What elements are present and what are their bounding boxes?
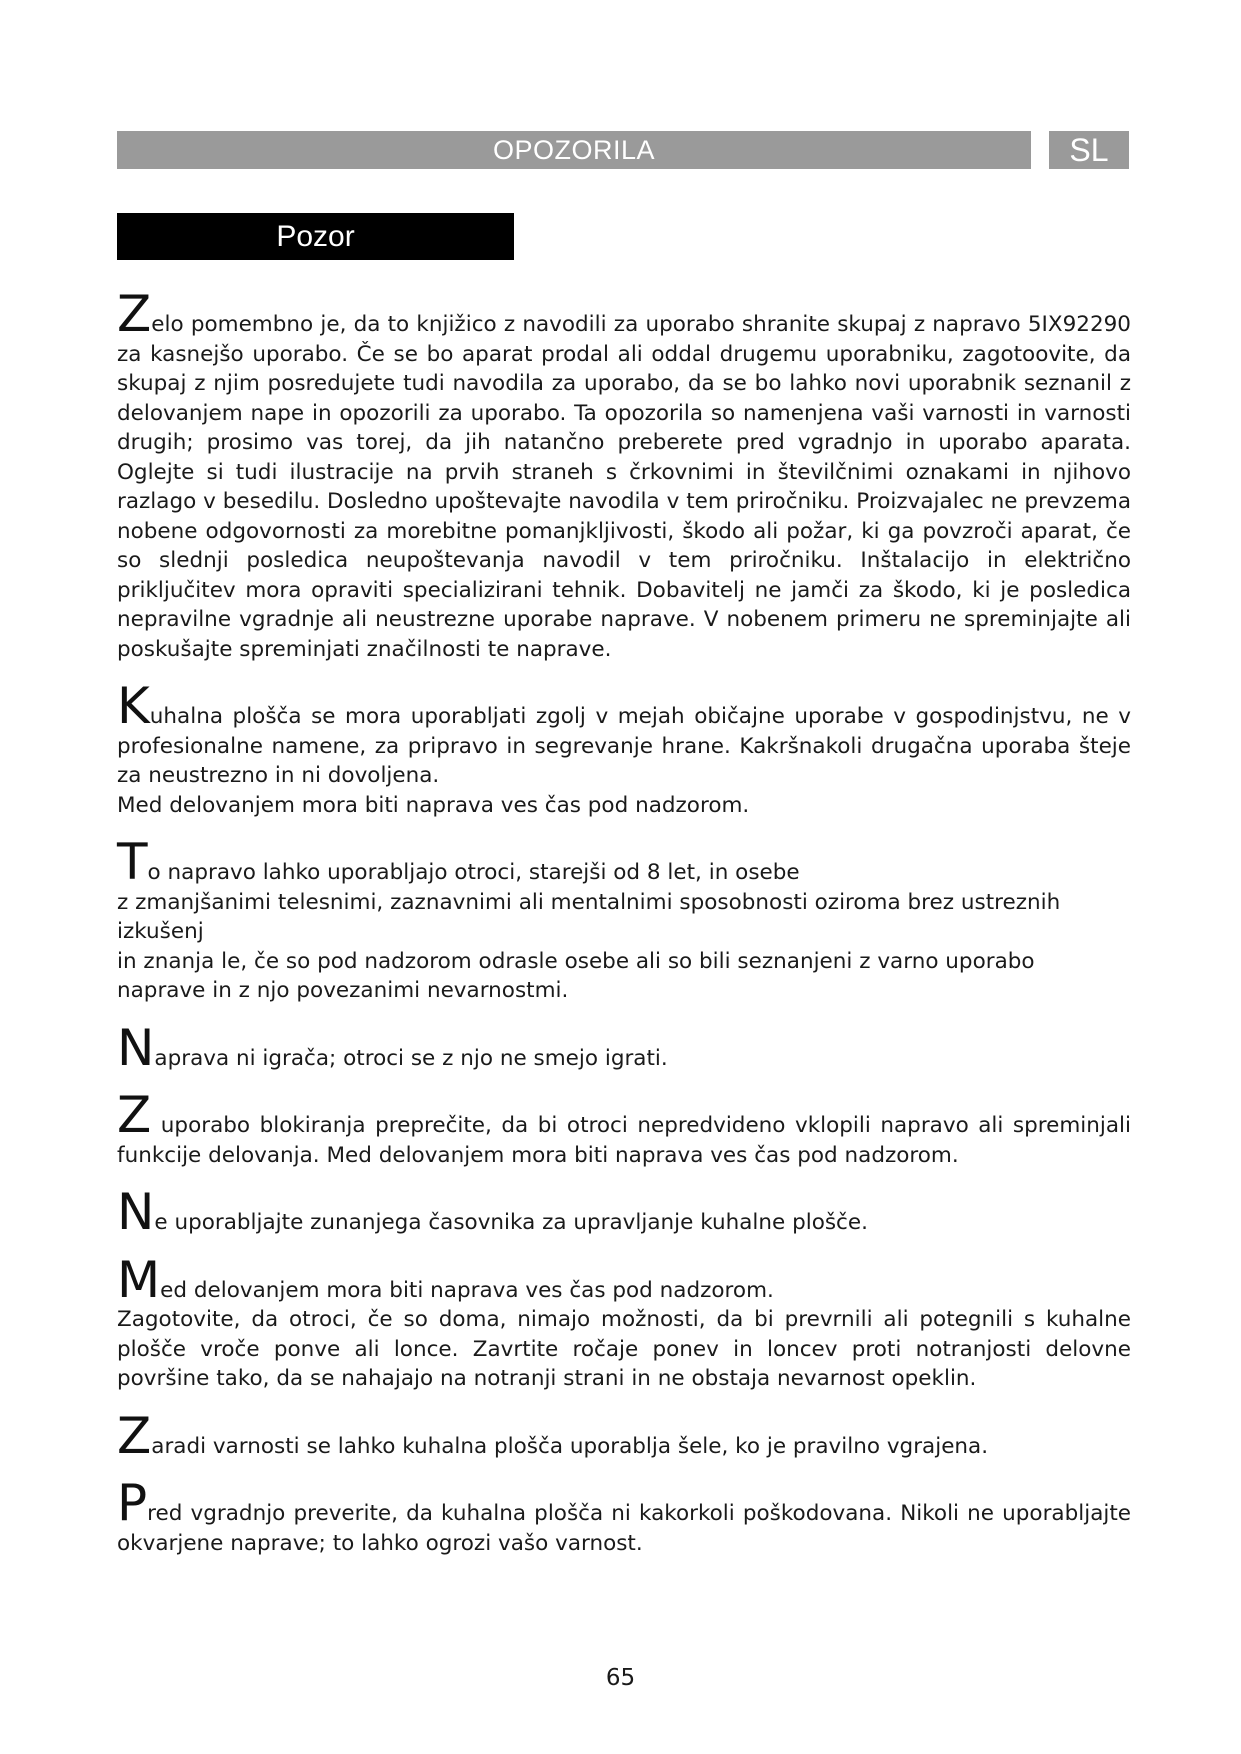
drop-cap: Z xyxy=(117,1406,152,1465)
paragraph-text: uhalna plošča se mora uporabljati zgolj v mejah običajne uporabe v gospodinjstvu, ne v profesionalne namene, za pripravo in segrevanje hrane. Kakršnakoli drugačna uporaba šteje za neustrezno in ni dovoljena. xyxy=(117,704,1131,788)
paragraph-text: e uporabljajte zunanjega časovnika za upravljanje kuhalne plošče. xyxy=(154,1210,868,1235)
header-title: OPOZORILA xyxy=(492,134,656,165)
language-code: SL xyxy=(1069,131,1109,168)
paragraph-text: uporabo blokiranja preprečite, da bi otroci nepredvideno vklopili napravo ali spreminjali funkcije delovanja. Med delovanjem mora biti naprava ves čas pod nadzorom. xyxy=(117,1113,1131,1168)
page-number: 65 xyxy=(605,1665,636,1691)
language-badge xyxy=(1049,131,1129,169)
paragraph-line: Med delovanjem mora biti naprava ves čas pod nadzorom. xyxy=(117,792,750,818)
drop-cap: K xyxy=(117,677,150,735)
paragraph-installation-safety xyxy=(117,1406,1131,1465)
paragraph-text: ed delovanjem mora biti naprava ves čas pod nadzorom. xyxy=(160,1277,774,1303)
drop-cap: Z xyxy=(117,285,152,343)
paragraph-intro xyxy=(117,285,1131,664)
section-header-bar xyxy=(117,131,1031,169)
paragraph-text: aprava ni igrača; otroci se z njo ne smejo igrati. xyxy=(154,1045,668,1071)
paragraph-external-timer xyxy=(117,1183,1131,1241)
subsection-title: Pozor xyxy=(276,219,355,253)
drop-cap: N xyxy=(117,1183,155,1241)
paragraph-damage-check xyxy=(117,1474,1131,1558)
paragraph-supervision xyxy=(117,1250,1131,1394)
body-content xyxy=(117,285,1131,1586)
paragraph-lock xyxy=(117,1086,1131,1170)
paragraph-line: in znanja le, če so pod nadzorom odrasle osebe ali so bili seznanjeni z varno uporabo xyxy=(117,948,1035,974)
drop-cap: Z xyxy=(117,1086,152,1144)
paragraph-line: Zagotovite, da otroci, če so doma, nimajo možnosti, da bi prevrnili ali potegnili s kuhalne plošče vroče ponve ali lonce. Zavrtite ročaje ponev in loncev proti notranjosti delovne površine tako, da se nahajajo na notranji strani in ne obstaja nevarnost opeklin. xyxy=(117,1307,1131,1391)
drop-cap: P xyxy=(117,1474,148,1532)
paragraph-children-use xyxy=(117,833,1131,1006)
paragraph-text: red vgradnjo preverite, da kuhalna plošča ni kakorkoli poškodovana. Nikoli ne uporabljajte okvarjene naprave; to lahko ogrozi vašo varnost. xyxy=(117,1501,1131,1556)
paragraph-text: aradi varnosti se lahko kuhalna plošča uporablja šele, ko je pravilno vgrajena. xyxy=(151,1433,989,1459)
drop-cap: N xyxy=(117,1018,155,1077)
paragraph-not-a-toy xyxy=(117,1018,1131,1077)
paragraph-text: o napravo lahko uporabljajo otroci, starejši od 8 let, in osebe xyxy=(147,860,800,885)
paragraph-text: elo pomembno je, da to knjižico z navodili za uporabo shranite skupaj z napravo 5IX92290 za kasnejšo uporabo. Če se bo aparat prodal ali oddal drugemu uporabniku, zagotoovite, da skupaj z njim posredujete tudi navodila za uporabo, da se bo lahko novi uporabnik seznanil z delovanjem nape in opozorili za uporabo. Ta opozorila so namenjena vaši varnosti in varnosti drugih; prosimo vas torej, da jih natančno preberete pred vgradnjo in uporabo aparata. Oglejte si tudi ilustracije na prvih straneh s črkovnimi in številčnimi oznakami in njihovo razlago v besedilu. Dosledno upoštevajte navodila v tem priročniku. Proizvajalec ne prevzema nobene odgovornosti za morebitne pomanjkljivosti, škodo ali požar, ki ga povzroči aparat, če so slednji posledica neupoštevanja navodil v tem priročniku. Inštalacijo in električno priključitev mora opraviti specializirani tehnik. Dobavitelj ne jamči za škodo, ki je posledica nepravilne vgradnje ali neustrezne uporabe naprave. V nobenem primeru ne spreminjajte ali poskušajte spreminjati značilnosti te naprave. xyxy=(117,312,1131,662)
subsection-heading xyxy=(117,213,514,260)
drop-cap: T xyxy=(117,833,148,891)
paragraph-line: naprave in z njo povezanimi nevarnostmi. xyxy=(117,978,569,1003)
paragraph-intended-use xyxy=(117,677,1131,820)
drop-cap: M xyxy=(117,1250,161,1309)
paragraph-line: z zmanjšanimi telesnimi, zaznavnimi ali mentalnimi sposobnosti oziroma brez ustreznih izkušenj xyxy=(117,889,1061,944)
